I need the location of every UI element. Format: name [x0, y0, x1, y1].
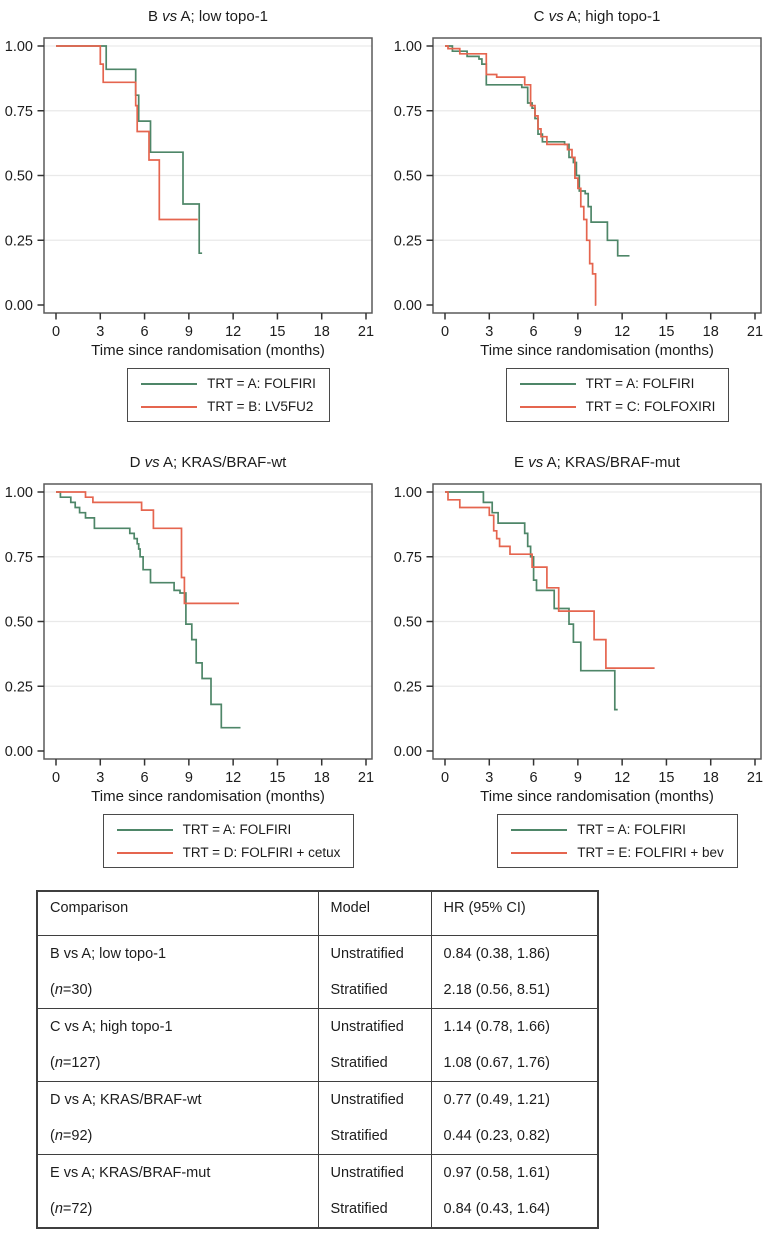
- x-tick-label: 21: [746, 324, 764, 340]
- legend-label: TRT = A: FOLFIRI: [585, 376, 695, 391]
- x-tick-label: 0: [51, 770, 61, 786]
- hr-cell: [431, 1154, 598, 1228]
- y-tick-label: 0.00: [393, 298, 422, 314]
- y-tick-label: 0.75: [4, 103, 33, 120]
- legend-wrap: [0, 368, 389, 422]
- legend-line-green-icon: [520, 383, 576, 385]
- table-group-row: [37, 1081, 598, 1154]
- chart-title-text: A; low topo-1: [177, 8, 269, 25]
- hr-text: 2.18 (0.56, 8.51): [443, 981, 550, 998]
- chart-title-vs: vs: [162, 8, 178, 25]
- hr-cell: [431, 1081, 598, 1154]
- legend-row: [520, 398, 716, 415]
- legend-row: [511, 844, 724, 861]
- legend-line-red-icon: [520, 406, 576, 408]
- y-tick-label: 0.50: [393, 614, 422, 631]
- column-header-comparison: Comparison: [37, 891, 318, 935]
- chart-title: [0, 452, 389, 474]
- model-text: Stratified: [330, 1127, 388, 1144]
- legend-wrap: [389, 814, 778, 868]
- hr-cell: [431, 935, 598, 1008]
- model-text: Unstratified: [330, 1091, 404, 1108]
- y-tick-label: 0.00: [4, 298, 33, 314]
- km-curve-green: [445, 492, 618, 710]
- sample-size-n: n: [54, 1127, 63, 1144]
- legend-label: TRT = E: FOLFIRI + bev: [577, 845, 724, 860]
- sample-size-post: =30): [62, 981, 93, 998]
- table-group-row: [37, 1008, 598, 1081]
- y-tick-label: 0.75: [393, 103, 422, 120]
- x-tick-label: 18: [313, 324, 330, 340]
- x-tick-label: 3: [485, 324, 494, 340]
- km-curve-green: [445, 46, 630, 256]
- y-tick-label: 0.75: [393, 549, 422, 566]
- sample-size-text: [38, 972, 318, 1008]
- sample-size-text: [38, 1045, 318, 1081]
- comparison-text: B vs A; low topo-1: [50, 945, 167, 962]
- km-plot-svg: [0, 28, 389, 358]
- model-text: Unstratified: [330, 1018, 404, 1035]
- chart-title-text: D: [129, 454, 145, 471]
- x-axis-label: Time since randomisation (months): [480, 788, 714, 804]
- sample-size-n: n: [54, 1054, 63, 1071]
- km-curve-red: [445, 492, 655, 668]
- km-curve-green: [56, 492, 241, 728]
- km-curve-red: [56, 492, 239, 603]
- chart-title-vs: vs: [528, 454, 544, 471]
- chart-title: [389, 6, 778, 28]
- chart-title-text: A; KRAS/BRAF-wt: [159, 454, 287, 471]
- chart-title-text: E: [514, 454, 529, 471]
- x-tick-label: 9: [184, 770, 193, 786]
- y-tick-label: 0.50: [4, 614, 33, 631]
- legend-row: [520, 375, 716, 392]
- model-cell: [318, 1154, 431, 1228]
- x-tick-label: 18: [313, 770, 330, 786]
- comparison-cell: [37, 1154, 318, 1228]
- legend-wrap: [0, 814, 389, 868]
- sample-size-n: n: [54, 981, 63, 998]
- x-tick-label: 15: [658, 770, 675, 786]
- x-axis-label: Time since randomisation (months): [91, 788, 325, 804]
- hr-results-table: [36, 890, 599, 1229]
- legend-box: [506, 368, 730, 422]
- chart-title-text: A; KRAS/BRAF-mut: [543, 454, 680, 471]
- comparison-cell: [37, 1081, 318, 1154]
- km-panel-c-vs-a: [389, 0, 778, 422]
- x-tick-label: 15: [269, 770, 286, 786]
- x-tick-label: 15: [269, 324, 286, 340]
- chart-title-text: A; high topo-1: [563, 8, 661, 25]
- model-cell: [318, 1081, 431, 1154]
- legend-label: TRT = A: FOLFIRI: [207, 376, 316, 391]
- comparison-text: E vs A; KRAS/BRAF-mut: [50, 1164, 211, 1181]
- x-tick-label: 6: [529, 324, 538, 340]
- x-tick-label: 6: [529, 770, 538, 786]
- model-text: Stratified: [330, 1054, 388, 1071]
- legend-line-green-icon: [511, 829, 567, 831]
- column-header-hr: HR (95% CI): [431, 891, 598, 935]
- chart-title: [0, 6, 389, 28]
- legend-label: TRT = C: FOLFOXIRI: [585, 399, 716, 414]
- y-tick-label: 1.00: [393, 39, 422, 55]
- chart-title: [389, 452, 778, 474]
- km-panel-b-vs-a: [0, 0, 389, 422]
- x-tick-label: 12: [225, 770, 242, 786]
- y-tick-label: 0.50: [393, 168, 422, 185]
- sample-size-n: n: [54, 1200, 63, 1217]
- chart-title-vs: vs: [548, 8, 564, 25]
- y-tick-label: 0.75: [4, 549, 33, 566]
- legend-row: [511, 821, 724, 838]
- x-tick-label: 0: [51, 324, 61, 340]
- x-tick-label: 12: [225, 324, 242, 340]
- comparison-text: C vs A; high topo-1: [50, 1018, 173, 1035]
- legend-row: [117, 844, 341, 861]
- x-tick-label: 9: [573, 324, 582, 340]
- km-plot-svg: [389, 474, 778, 804]
- x-tick-label: 3: [485, 770, 494, 786]
- y-tick-label: 1.00: [393, 485, 422, 501]
- x-tick-label: 9: [573, 770, 582, 786]
- chart-title-text: B: [147, 8, 163, 25]
- legend-line-red-icon: [141, 406, 197, 408]
- km-plot-svg: [389, 28, 778, 358]
- legend-label: TRT = B: LV5FU2: [207, 399, 314, 414]
- y-tick-label: 0.25: [393, 233, 422, 250]
- x-axis-label: Time since randomisation (months): [91, 342, 325, 358]
- sample-size-pre: (: [50, 981, 55, 998]
- km-curve-red: [56, 46, 198, 220]
- km-panel-e-vs-a: [389, 446, 778, 868]
- hr-cell: [431, 1008, 598, 1081]
- legend-label: TRT = D: FOLFIRI + cetux: [182, 845, 341, 860]
- x-tick-label: 0: [440, 770, 450, 786]
- sample-size-post: =72): [62, 1200, 93, 1217]
- x-tick-label: 12: [614, 770, 631, 786]
- km-plot-svg: [0, 474, 389, 804]
- hr-text: 1.08 (0.67, 1.76): [443, 1054, 550, 1071]
- table-head: [37, 891, 598, 935]
- table-header-row: [37, 891, 598, 935]
- hr-text: 0.44 (0.23, 0.82): [443, 1127, 550, 1144]
- legend-row: [141, 375, 316, 392]
- legend-label: TRT = A: FOLFIRI: [577, 822, 686, 837]
- x-tick-label: 21: [357, 324, 375, 340]
- x-tick-label: 21: [746, 770, 764, 786]
- charts-row-2: [0, 422, 778, 868]
- x-tick-label: 3: [96, 770, 105, 786]
- model-text: Unstratified: [330, 1164, 404, 1181]
- table-body: [37, 935, 598, 1228]
- y-tick-label: 0.50: [4, 168, 33, 185]
- table-group-row: [37, 1154, 598, 1228]
- hr-text: 0.84 (0.43, 1.64): [443, 1200, 550, 1217]
- column-header-model: Model: [318, 891, 431, 935]
- comparison-text: D vs A; KRAS/BRAF-wt: [50, 1091, 202, 1108]
- x-tick-label: 6: [140, 770, 149, 786]
- x-axis-label: Time since randomisation (months): [480, 342, 714, 358]
- legend-box: [127, 368, 330, 422]
- sample-size-pre: (: [50, 1054, 55, 1071]
- legend-label: TRT = A: FOLFIRI: [182, 822, 292, 837]
- sample-size-pre: (: [50, 1200, 55, 1217]
- legend-line-green-icon: [117, 829, 173, 831]
- model-cell: [318, 935, 431, 1008]
- y-tick-label: 1.00: [4, 39, 33, 55]
- km-curve-green: [56, 46, 202, 253]
- y-tick-label: 0.25: [4, 679, 33, 696]
- chart-title-text: C: [533, 8, 549, 25]
- x-tick-label: 0: [440, 324, 450, 340]
- model-text: Stratified: [330, 981, 388, 998]
- model-text: Stratified: [330, 1200, 388, 1217]
- km-panel-d-vs-a: [0, 446, 389, 868]
- model-text: Unstratified: [330, 945, 404, 962]
- comparison-cell: [37, 935, 318, 1008]
- y-tick-label: 0.25: [4, 233, 33, 250]
- table-group-row: [37, 935, 598, 1008]
- x-tick-label: 18: [702, 770, 719, 786]
- comparison-cell: [37, 1008, 318, 1081]
- hr-text: 1.14 (0.78, 1.66): [443, 1018, 550, 1035]
- y-tick-label: 0.25: [393, 679, 422, 696]
- x-tick-label: 9: [184, 324, 193, 340]
- x-tick-label: 21: [357, 770, 375, 786]
- sample-size-text: [38, 1118, 318, 1154]
- chart-title-vs: vs: [144, 454, 160, 471]
- y-tick-label: 1.00: [4, 485, 33, 501]
- sample-size-text: [38, 1191, 318, 1227]
- x-tick-label: 12: [614, 324, 631, 340]
- charts-row-1: [0, 0, 778, 422]
- x-tick-label: 6: [140, 324, 149, 340]
- sample-size-post: =92): [62, 1127, 93, 1144]
- y-tick-label: 0.00: [393, 744, 422, 760]
- legend-box: [103, 814, 355, 868]
- y-tick-label: 0.00: [4, 744, 33, 760]
- legend-row: [141, 398, 316, 415]
- x-tick-label: 3: [96, 324, 105, 340]
- hr-text: 0.97 (0.58, 1.61): [443, 1164, 550, 1181]
- legend-line-red-icon: [117, 852, 173, 854]
- legend-row: [117, 821, 341, 838]
- model-cell: [318, 1008, 431, 1081]
- x-tick-label: 15: [658, 324, 675, 340]
- hr-text: 0.84 (0.38, 1.86): [443, 945, 550, 962]
- hr-text: 0.77 (0.49, 1.21): [443, 1091, 550, 1108]
- legend-line-green-icon: [141, 383, 197, 385]
- sample-size-pre: (: [50, 1127, 55, 1144]
- legend-wrap: [389, 368, 778, 422]
- x-tick-label: 18: [702, 324, 719, 340]
- sample-size-post: =127): [62, 1054, 101, 1071]
- legend-box: [497, 814, 738, 868]
- legend-line-red-icon: [511, 852, 567, 854]
